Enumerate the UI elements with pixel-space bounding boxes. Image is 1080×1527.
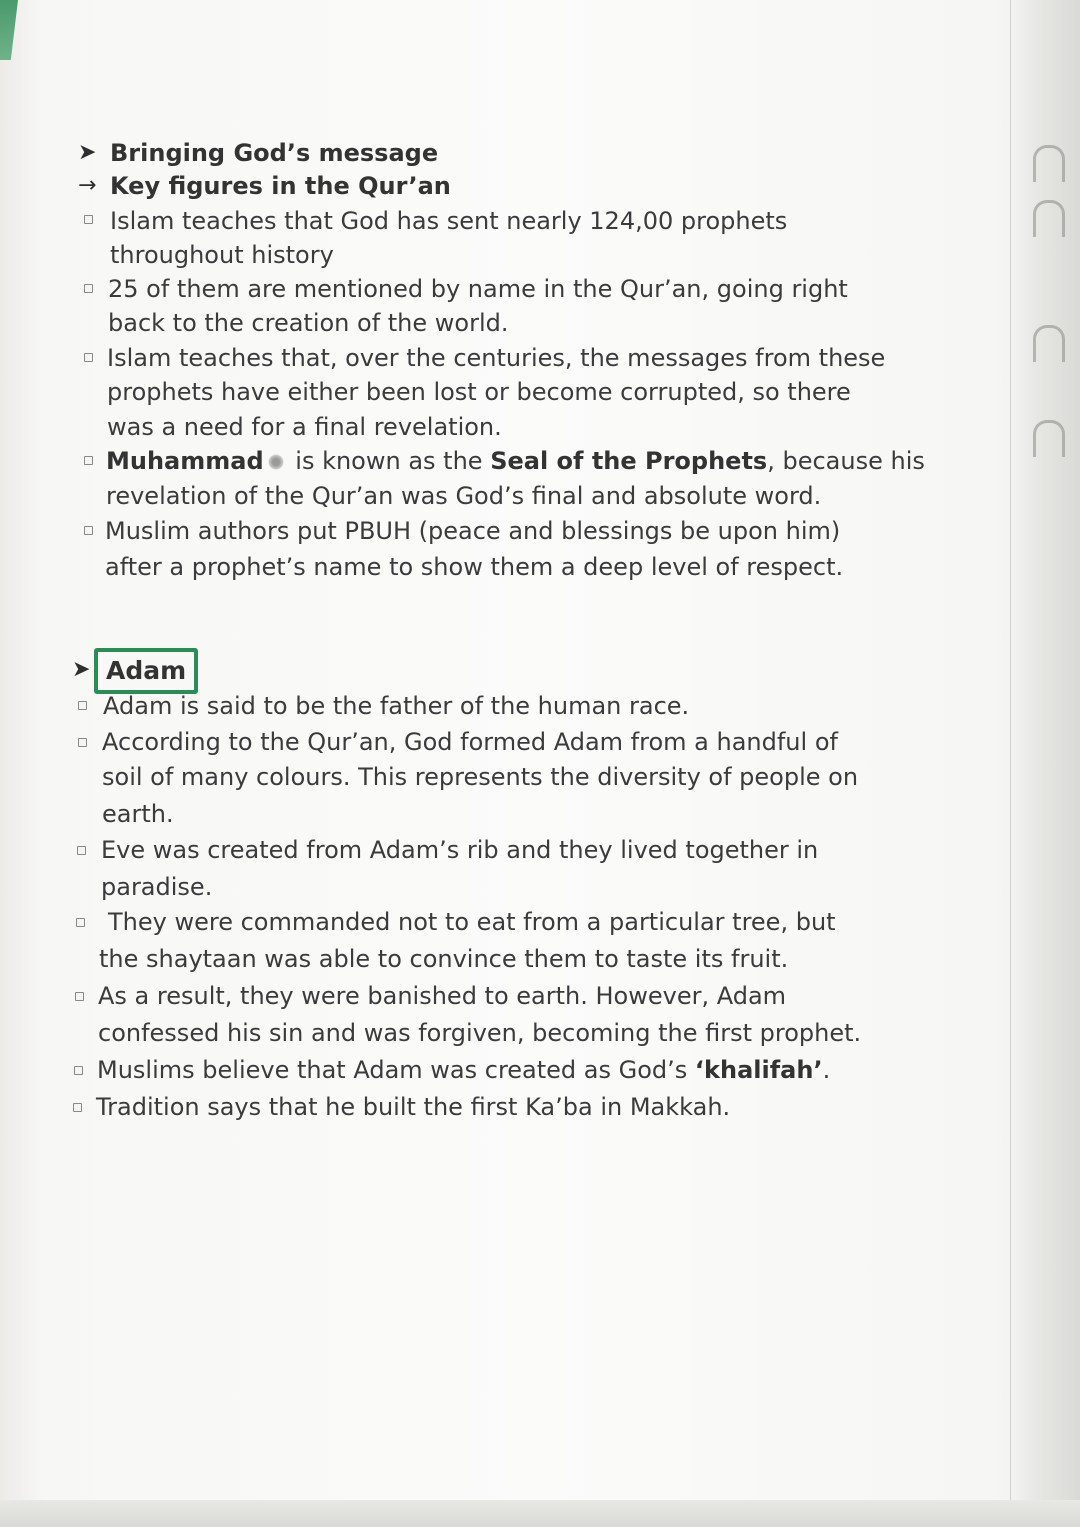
list-item-continuation: paradise. bbox=[101, 873, 213, 901]
section-subheading: Key figures in the Qur’an bbox=[110, 172, 451, 200]
list-item: Tradition says that he built the first Ka’ba in Makkah. bbox=[96, 1093, 731, 1121]
list-item: Islam teaches that God has sent nearly 124,00 prophets bbox=[110, 207, 788, 235]
list-item: 25 of them are mentioned by name in the Qur’an, going right bbox=[108, 275, 848, 303]
list-item: Eve was created from Adam’s rib and they lived together in bbox=[101, 836, 819, 864]
square-bullet-icon bbox=[84, 353, 93, 362]
list-item-text: , because his bbox=[767, 447, 925, 475]
arrowhead-bullet-icon: ➤ bbox=[72, 657, 91, 682]
list-item-continuation: back to the creation of the world. bbox=[108, 309, 509, 337]
prophet-name: Muhammad bbox=[106, 447, 264, 475]
list-item-continuation: confessed his sin and was forgiven, becoming the first prophet. bbox=[98, 1019, 862, 1047]
list-item bbox=[106, 446, 925, 476]
punch-hole-icon bbox=[1033, 325, 1065, 362]
list-item bbox=[97, 1055, 830, 1085]
square-bullet-icon bbox=[77, 846, 86, 855]
list-item-continuation: was a need for a final revelation. bbox=[107, 413, 502, 441]
section-heading-boxed: Adam bbox=[94, 648, 198, 694]
square-bullet-icon bbox=[76, 918, 85, 927]
list-item: Adam is said to be the father of the human race. bbox=[103, 692, 690, 720]
list-item: Islam teaches that, over the centuries, the messages from these bbox=[107, 344, 886, 372]
arrowhead-bullet-icon: ➤ bbox=[78, 140, 97, 165]
square-bullet-icon bbox=[75, 992, 84, 1001]
list-item: They were commanded not to eat from a particular tree, but bbox=[108, 908, 836, 936]
arrow-bullet-icon: → bbox=[78, 173, 97, 198]
list-item: According to the Qur’an, God formed Adam from a handful of bbox=[102, 728, 838, 756]
section-heading: Bringing God’s message bbox=[110, 139, 439, 167]
square-bullet-icon bbox=[84, 215, 93, 224]
square-bullet-icon bbox=[78, 738, 87, 747]
list-item-continuation: soil of many colours. This represents the diversity of people on bbox=[102, 763, 859, 791]
list-item: As a result, they were banished to earth. However, Adam bbox=[98, 982, 787, 1010]
punch-hole-icon bbox=[1033, 145, 1065, 182]
list-item-continuation: throughout history bbox=[110, 241, 334, 269]
list-item-continuation: prophets have either been lost or become corrupted, so there bbox=[107, 378, 851, 406]
list-item-text: Muslims believe that Adam was created as God’s bbox=[97, 1056, 695, 1084]
list-item-text: . bbox=[822, 1056, 831, 1084]
key-term: Seal of the Prophets bbox=[490, 447, 768, 475]
plastic-sleeve-edge bbox=[1010, 0, 1080, 1527]
list-item-continuation: revelation of the Qur’an was God’s final and absolute word. bbox=[106, 482, 822, 510]
square-bullet-icon bbox=[73, 1103, 82, 1112]
punch-hole-icon bbox=[1033, 200, 1065, 237]
square-bullet-icon bbox=[84, 284, 93, 293]
list-item-continuation: the shaytaan was able to convince them to taste its fruit. bbox=[99, 945, 789, 973]
list-item-text: is known as the bbox=[287, 447, 491, 475]
square-bullet-icon bbox=[74, 1066, 83, 1075]
pbuh-symbol-icon bbox=[268, 454, 284, 470]
page-bottom-edge bbox=[0, 1500, 1080, 1527]
square-bullet-icon bbox=[84, 456, 93, 465]
key-term: ‘khalifah’ bbox=[694, 1056, 823, 1084]
list-item-continuation: after a prophet’s name to show them a deep level of respect. bbox=[105, 553, 844, 581]
square-bullet-icon bbox=[84, 526, 93, 535]
punch-hole-icon bbox=[1033, 420, 1065, 457]
square-bullet-icon bbox=[78, 701, 87, 710]
list-item: Muslim authors put PBUH (peace and blessings be upon him) bbox=[105, 517, 841, 545]
list-item-continuation: earth. bbox=[102, 800, 174, 828]
